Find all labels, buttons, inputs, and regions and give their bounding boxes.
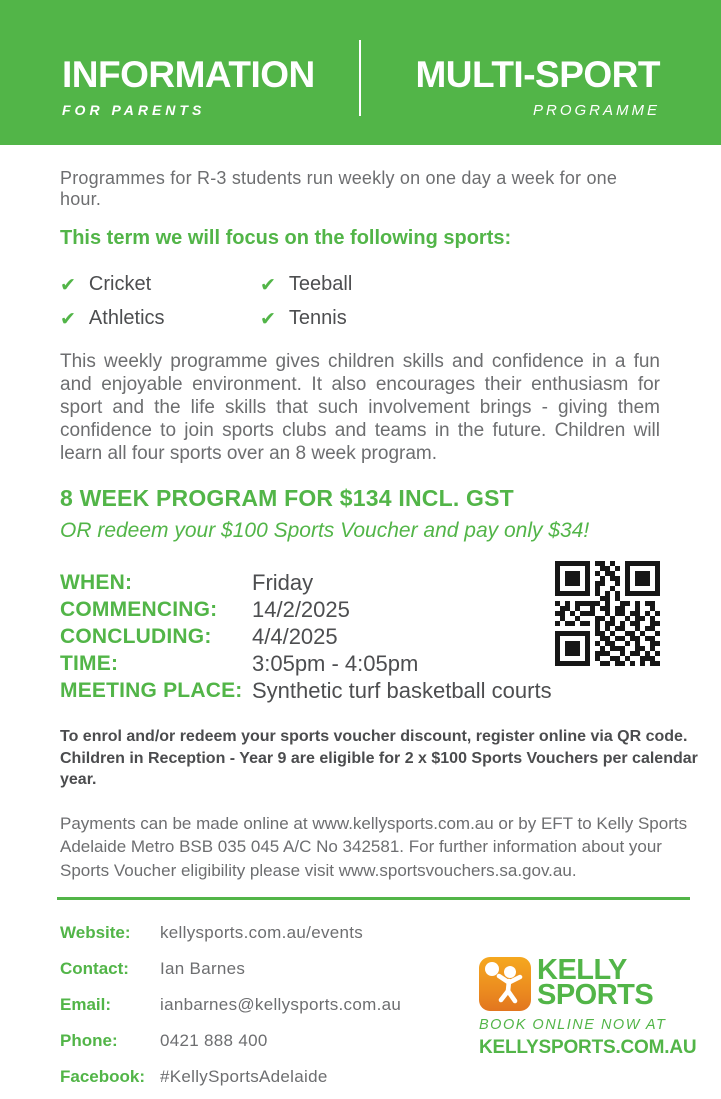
header-left-subtitle: FOR PARENTS [62,102,206,118]
check-icon: ✔ [260,307,276,330]
check-icon: ✔ [260,273,276,296]
voucher-line: OR redeem your $100 Sports Voucher and pay only $34! [60,518,590,542]
list-item [260,273,352,296]
header-right-title: MULTI-SPORT [415,54,660,95]
contact-value: 0421 888 400 [160,1031,268,1051]
contact-row-facebook [60,1063,660,1090]
athlete-figure-icon [479,957,531,1011]
detail-row-meeting-place [60,677,660,704]
detail-value: Friday [252,569,314,595]
contact-value: #KellySportsAdelaide [160,1067,328,1087]
sport-label: Athletics [88,307,165,329]
list-item [260,307,352,330]
contact-value: Ian Barnes [160,959,246,979]
sport-label: Cricket [88,273,152,295]
header-left [62,56,315,118]
contact-label: Facebook: [60,1067,146,1087]
logo-tagline: BOOK ONLINE NOW AT [479,1017,667,1034]
programme-description: This weekly programme gives children skills and confidence in a fun and enjoyable environment. It also encourages their enthusiasm for sport and the life skills that such involvement brings - giving them confidence to join sports clubs and teams in the future. Children will learn all four sports over an 8 week program. [60,351,660,464]
detail-value: 4/4/2025 [252,623,338,649]
logo-url: KELLYSPORTS.COM.AU [479,1037,697,1059]
price-heading: 8 WEEK PROGRAM FOR $134 INCL. GST [60,484,514,511]
detail-label: COMMENCING: [60,597,218,621]
list-item [60,307,260,330]
contact-row-website [60,919,660,946]
contact-label: Phone: [60,1031,118,1051]
kelly-sports-logo-icon [479,957,531,1011]
sport-label: Teeball [288,273,353,295]
contact-value: kellysports.com.au/events [160,923,364,943]
contact-value: ianbarnes@kellysports.com.au [160,995,402,1015]
detail-label: TIME: [60,651,119,675]
intro-text: Programmes for R-3 students run weekly on one day a week for one hour. [60,168,618,209]
header-right-subtitle: PROGRAMME [532,102,660,119]
logo-word-kelly: KELLY [537,954,627,987]
footer-divider-rule [57,897,690,900]
header-right [415,56,660,119]
sports-heading: This term we will focus on the following sports: [60,227,512,249]
session-details [60,569,660,709]
logo-wordmark [537,954,654,1012]
detail-value: 14/2/2025 [252,596,350,622]
detail-value: Synthetic turf basketball courts [252,677,552,703]
header-banner [0,0,721,145]
contact-label: Email: [60,995,112,1015]
header-divider [359,40,361,116]
check-icon: ✔ [60,273,76,296]
detail-label: CONCLUDING: [60,624,212,648]
sport-label: Tennis [288,307,347,329]
kelly-sports-logo [479,954,697,1059]
sports-column-1 [60,273,260,330]
check-icon: ✔ [60,307,76,330]
payments-note: Payments can be made online at www.kellysports.com.au or by EFT to Kelly Sports Adelaide Metro BSB 035 045 A/C No 342581. For further information about your Sports Voucher eligibility please visit www.sportsvouchers.sa.gov.au. [60,813,688,880]
contact-label: Contact: [60,959,129,979]
detail-value: 3:05pm - 4:05pm [252,650,419,676]
list-item [60,273,260,296]
detail-label: MEETING PLACE: [60,678,243,702]
flyer-body [0,145,721,1099]
sports-list [60,273,660,330]
qr-code [555,561,660,666]
logo-word-sports: SPORTS [537,979,654,1012]
detail-label: WHEN: [60,570,133,594]
contact-label: Website: [60,923,131,943]
enrol-note: To enrol and/or redeem your sports voucher discount, register online via QR code. Children in Reception - Year 9 are eligible for 2 x $100 Sports Vouchers per calendar year. [60,727,698,789]
header-left-title: INFORMATION [62,54,315,95]
sports-column-2 [260,273,352,330]
footer [60,919,697,1099]
logo-row [479,954,657,1012]
